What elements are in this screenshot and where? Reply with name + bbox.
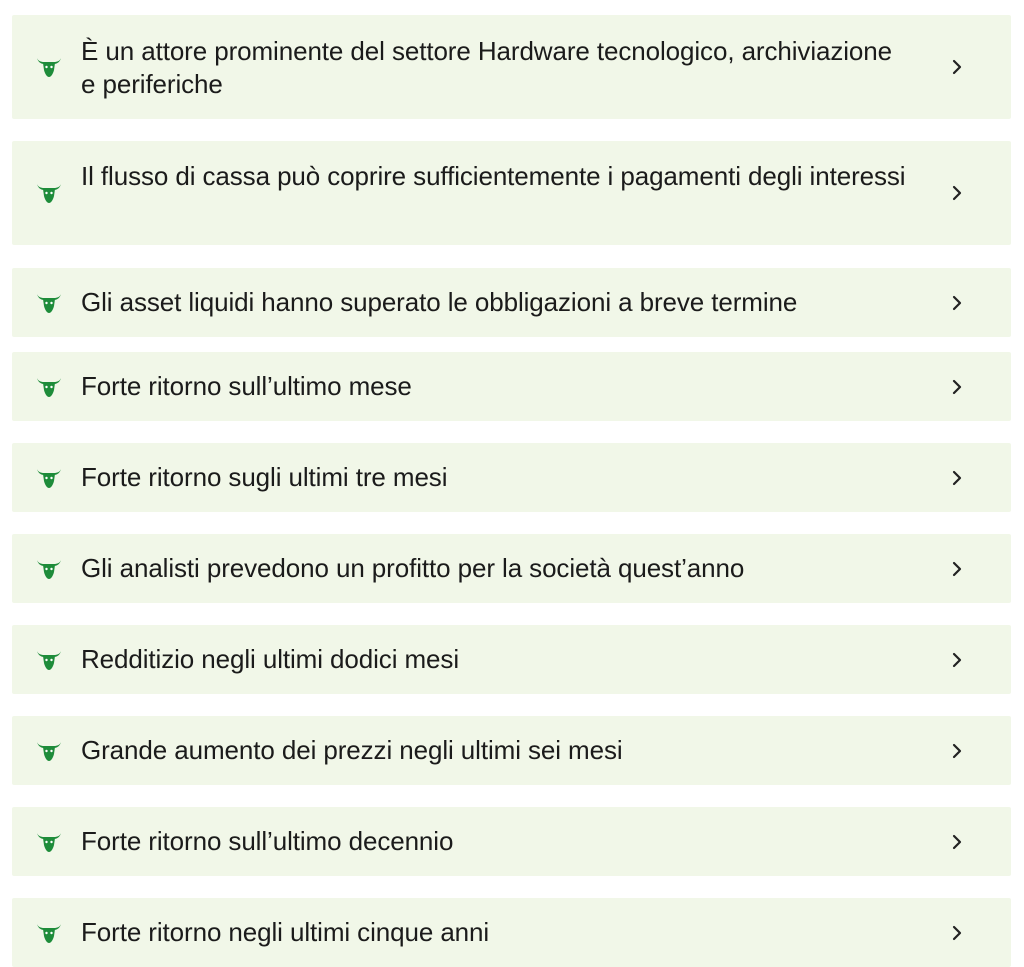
item-label: Forte ritorno negli ultimi cinque anni <box>81 917 490 947</box>
bull-icon <box>36 292 62 314</box>
list-item[interactable] <box>12 807 1011 876</box>
bull-icon <box>36 831 62 853</box>
list-item[interactable] <box>12 141 1011 245</box>
chevron-right-icon[interactable] <box>951 833 963 851</box>
item-label: È un attore prominente del settore Hardware tecnologico, archiviazione e periferiche <box>81 36 893 99</box>
chevron-right-icon[interactable] <box>951 651 963 669</box>
chevron-right-icon[interactable] <box>951 58 963 76</box>
item-label: Forte ritorno sull’ultimo decennio <box>81 826 454 856</box>
list-item[interactable] <box>12 898 1011 967</box>
chevron-right-icon[interactable] <box>951 742 963 760</box>
chevron-right-icon[interactable] <box>951 294 963 312</box>
item-label: Il flusso di cassa può coprire sufficientemente i pagamenti degli interessi <box>81 161 906 191</box>
chevron-right-icon[interactable] <box>951 184 963 202</box>
bull-icon <box>36 649 62 671</box>
bull-icon <box>36 740 62 762</box>
item-label: Gli analisti prevedono un profitto per la società quest’anno <box>81 553 745 583</box>
item-label: Forte ritorno sull’ultimo mese <box>81 371 412 401</box>
chevron-right-icon[interactable] <box>951 560 963 578</box>
bull-icon <box>36 182 62 204</box>
chevron-right-icon[interactable] <box>951 469 963 487</box>
bull-icon <box>36 922 62 944</box>
item-label: Grande aumento dei prezzi negli ultimi sei mesi <box>81 735 623 765</box>
item-label: Gli asset liquidi hanno superato le obbligazioni a breve termine <box>81 287 798 317</box>
list-item[interactable] <box>12 716 1011 785</box>
list-item[interactable] <box>12 534 1011 603</box>
chevron-right-icon[interactable] <box>951 924 963 942</box>
bull-icon <box>36 56 62 78</box>
bull-icon <box>36 558 62 580</box>
list-item[interactable] <box>12 625 1011 694</box>
bull-icon <box>36 376 62 398</box>
list-item[interactable] <box>12 268 1011 337</box>
list-item[interactable] <box>12 15 1011 119</box>
list-item[interactable] <box>12 352 1011 421</box>
item-label: Forte ritorno sugli ultimi tre mesi <box>81 462 448 492</box>
bull-icon <box>36 467 62 489</box>
list-item[interactable] <box>12 443 1011 512</box>
item-label: Redditizio negli ultimi dodici mesi <box>81 644 459 674</box>
chevron-right-icon[interactable] <box>951 378 963 396</box>
